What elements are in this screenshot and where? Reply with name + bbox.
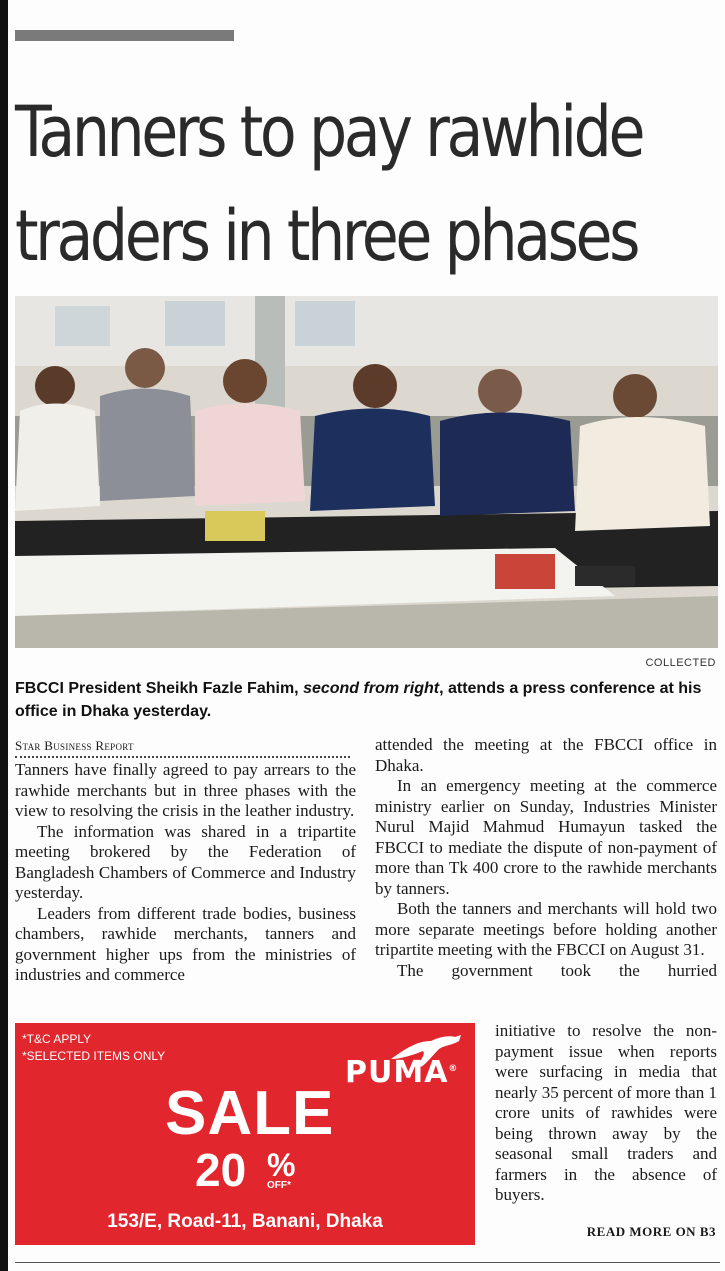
ad-discount-value: 20	[195, 1144, 247, 1196]
ad-brand-mark: ®	[448, 1064, 459, 1074]
caption-text-1: FBCCI President Sheikh Fazle Fahim,	[15, 680, 304, 697]
ad-terms-note: *T&C APPLY	[22, 1032, 92, 1046]
ad-items-note: *SELECTED ITEMS ONLY	[22, 1049, 166, 1063]
headline-line-1: Tanners to pay rawhide	[15, 91, 643, 173]
news-photo	[15, 296, 718, 648]
article-column-2	[375, 735, 717, 981]
paragraph-6: initiative to resolve the non-payment issue when reports were surfacing in media that nearly 35 percent of more than 1 crore units of rawhides were being thrown away by the seasonal small traders and farmers in the absence of buyers.	[495, 1021, 717, 1204]
paragraph-5: Both the tanners and merchants will hold two more separate meetings before holding another tripartite meeting with the FBCCI on August 31.	[375, 899, 717, 959]
paragraph-1: Tanners have finally agreed to pay arrears to the rawhide merchants but in three phases with the view to resolving the crisis in the leather industry.	[15, 760, 356, 820]
paragraph-3-continued: attended the meeting at the FBCCI office in Dhaka.	[375, 735, 717, 775]
paragraph-6-lead: The government took the hurried	[397, 960, 717, 980]
article-column-1	[15, 760, 356, 986]
caption-emphasis: second from right	[303, 680, 440, 697]
puma-advertisement[interactable]	[15, 1023, 475, 1245]
byline: Star Business Report	[15, 738, 134, 753]
article-wrap-column	[495, 1021, 717, 1206]
caption-text-2: , attends a press conference at his office in Dhaka yesterday.	[15, 680, 702, 720]
paragraph-3: Leaders from different trade bodies, business chambers, rawhide merchants, tanners and government higher ups from the ministries of industries and commerce	[15, 903, 356, 984]
paragraph-4: In an emergency meeting at the commerce ministry earlier on Sunday, Industries Minister Nurul Majid Mahmud Humayun tasked the FBCCI to mediate the dispute of non-payment of more than Tk 400 crore to the rawhide merchants by tanners.	[375, 776, 717, 898]
ad-sale-text: SALE	[165, 1079, 335, 1148]
ad-off-label: OFF*	[267, 1180, 291, 1191]
bottom-rule	[15, 1262, 720, 1263]
ad-address: 153/E, Road-11, Banani, Dhaka	[107, 1211, 383, 1232]
headline-line-2: traders in three phases	[15, 195, 638, 277]
section-rule	[15, 30, 234, 41]
byline-divider	[15, 756, 350, 758]
photo-credit: COLLECTED	[645, 657, 716, 669]
ad-brand-name: PUMA	[345, 1055, 449, 1090]
ad-brand-wordmark	[345, 1055, 458, 1090]
ad-percent-sign: %	[267, 1147, 296, 1183]
paragraph-2: The information was shared in a tripartite meeting brokered by the Federation of Bangladesh Chambers of Commerce and Industry yesterday.	[15, 821, 356, 902]
page-edge	[0, 0, 8, 1271]
photo-caption	[15, 677, 720, 723]
read-more-link[interactable]: READ MORE ON B3	[586, 1224, 716, 1239]
headline	[15, 80, 643, 288]
